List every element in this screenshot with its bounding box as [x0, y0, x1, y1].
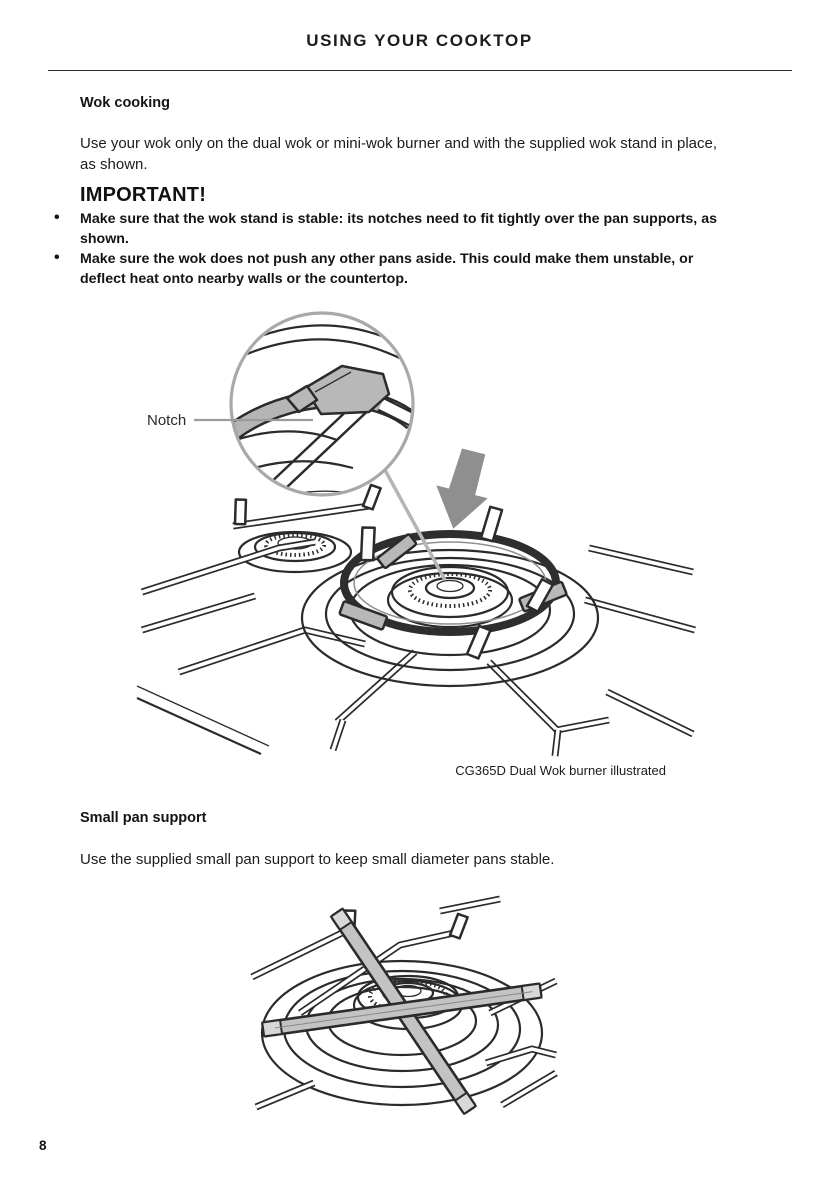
wok-cooking-heading: Wok cooking	[80, 95, 170, 111]
figure-caption: CG365D Dual Wok burner illustrated	[455, 763, 666, 778]
wok-burner-figure	[137, 300, 697, 760]
page-number: 8	[39, 1138, 47, 1153]
small-pan-support-figure	[250, 893, 560, 1133]
page-title: USING YOUR COOKTOP	[306, 31, 533, 50]
small-pan-line-art	[252, 899, 556, 1114]
notch-callout-label: Notch	[147, 412, 187, 429]
important-bullet-list	[52, 209, 752, 289]
notch-magnifier	[147, 313, 429, 508]
wok-cooking-body: Use your wok only on the dual wok or mini-wok burner and with the supplied wok stand in place, as shown.	[80, 135, 718, 173]
header-divider	[48, 70, 792, 71]
small-pan-heading: Small pan support	[80, 810, 207, 826]
important-bullet-1: • Make sure that the wok stand is stable: its notches need to fit tightly over the pan supports, as shown.	[52, 209, 728, 249]
small-pan-body: Use the supplied small pan support to keep small diameter pans stable.	[80, 851, 555, 868]
important-bullet-2: • Make sure the wok does not push any other pans aside. This could make them unstable, or deflect heat onto nearby walls or the countertop.	[52, 249, 728, 289]
wok-stand-notch-left	[339, 601, 387, 630]
important-heading: IMPORTANT!	[80, 184, 207, 206]
